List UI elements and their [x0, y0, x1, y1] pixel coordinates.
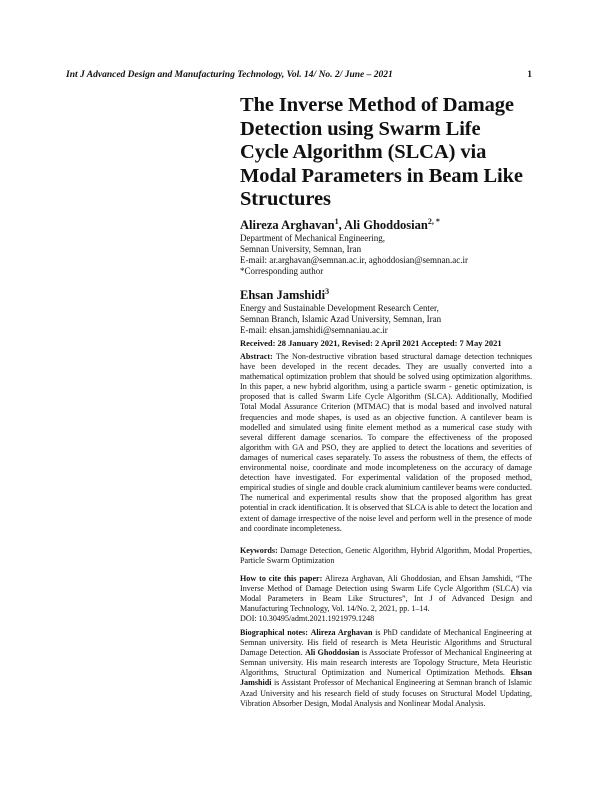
page-number: 1 — [527, 70, 532, 80]
bio-label: Biographical notes: — [240, 628, 308, 637]
affiliation-line: Department of Mechanical Engineering, — [240, 233, 385, 244]
doi: DOI: 10.30495/admt.2021.1921979.1248 — [240, 614, 375, 624]
corresponding-note: *Corresponding author — [240, 266, 324, 277]
affiliation-line: Semnan Branch, Islamic Azad University, Semnan, Iran — [240, 314, 442, 325]
citation-text: Alireza Arghavan, Ali Ghoddosian, and Ehsan Jamshidi, “The Inverse Method of Damage Detection using Swarm Life Cycle Algorithm (SLCA) via Modal Parameters in Beam Like Structures”, Int J of Advanced Design and Manufacturing Technology, Vol. 14/No. 2, 2021, pp. 1–14. — [240, 574, 533, 614]
abstract — [240, 352, 532, 534]
author-ghoddosian: , Ali Ghoddosian — [338, 218, 428, 233]
paper-title: The Inverse Method of Damage Detection using Swarm Life Cycle Algorithm (SLCA) via Modal Parameters in Beam Like Structures — [240, 94, 523, 210]
author-sup-2: 2, * — [427, 217, 440, 226]
author-jamshidi: Ehsan Jamshidi — [240, 288, 326, 303]
citation — [240, 574, 532, 624]
author-arghavan: Alireza Arghavan — [240, 218, 335, 233]
author-names-1 — [240, 214, 532, 233]
author-block-2 — [240, 284, 532, 336]
abstract-text: The Non-destructive vibration based structural damage detection techniques have been developed in the recent decades. They are usually converted into a mathematical optimization problem that should be solved using optimization algorithms. In this paper, a new hybrid algorithm, using a particle swarm - genetic optimization, is proposed that is called Swarm Life Cycle Algorithm (SLCA). Additionally, Modified Total Modal Assurance Criterion (MTMAC) that is modal based and involved natural frequencies and mode shapes, is used as an objective function. A cantilever beam is modelled and simulated using finite element method as a numerical case study with several different damage scenarios. To compare the effectiveness of the proposed algorithm with GA and PSO, they are applied to detect the locations and severities of damages of numerical cases separately. To assess the robustness of them, the effects of environmental noise, coordinate and mode incompleteness on the accuracy of damage detection have investigated. For experimental validation of the proposed method, empirical studies of single and double crack aluminium cantilever beams were conducted. The numerical and experimental results show that the proposed algorithm has great potential in crack identification. It is observed that SLCA is able to detect the location and extent of damage irrespective of the noise level and perform well in the presence of mode and coordinate incompleteness. — [240, 352, 532, 533]
running-header — [66, 70, 532, 80]
abstract-label: Abstract: — [240, 352, 273, 361]
biographical-notes — [240, 628, 532, 709]
bio-text-1: is PhD candidate of Mechanical Engineering at Semnan university. His field of research is Meta Heuristic Algorithms and Structural Damage Detection. — [240, 628, 532, 658]
affiliation-line: Semnan University, Semnan, Iran — [240, 244, 362, 255]
keywords-label: Keywords: — [240, 546, 278, 555]
author-names-2 — [240, 284, 532, 303]
author-sup-1: 1 — [334, 217, 339, 226]
email-line: E-mail: ehsan.jamshidi@semnaniau.ac.ir — [240, 325, 388, 336]
keywords — [240, 546, 532, 566]
author-block-1 — [240, 214, 532, 277]
keywords-text: Damage Detection, Genetic Algorithm, Hybrid Algorithm, Modal Properties, Particle Swarm Optimization — [240, 546, 532, 566]
bio-name-3: Ehsan Jamshidi — [240, 668, 532, 688]
bio-text-2: is Associate Professor of Mechanical Engineering at Semnan university. His main research interests are Topology Structure, Meta Heuristic Algorithms, Structural Optimization and Numerical Optimization Methods. — [240, 648, 532, 678]
affiliation-line: Energy and Sustainable Development Research Center, — [240, 303, 439, 314]
bio-name-2: Ali Ghoddosian — [304, 648, 360, 658]
bio-text-3: is Assistant Professor of Mechanical Engineering at Semnan branch of Islamic Azad University and his research field of study focuses on Structural Model Updating, Vibration Absorber Design, Modal Analysis and Nonlinear Modal Analysis. — [240, 678, 532, 708]
journal-name: Int J Advanced Design and Manufacturing Technology, Vol. 14/ No. 2/ June – 2021 — [66, 70, 393, 80]
citation-label: How to cite this paper: — [240, 574, 323, 583]
author-sup-3: 3 — [325, 287, 330, 296]
received-dates: Received: 28 January 2021, Revised: 2 April 2021 Accepted: 7 May 2021 — [240, 338, 502, 348]
email-line: E-mail: ar.arghavan@semnan.ac.ir, aghoddosian@semnan.ac.ir — [240, 255, 468, 266]
bio-name-1: Alireza Arghavan — [310, 628, 373, 637]
